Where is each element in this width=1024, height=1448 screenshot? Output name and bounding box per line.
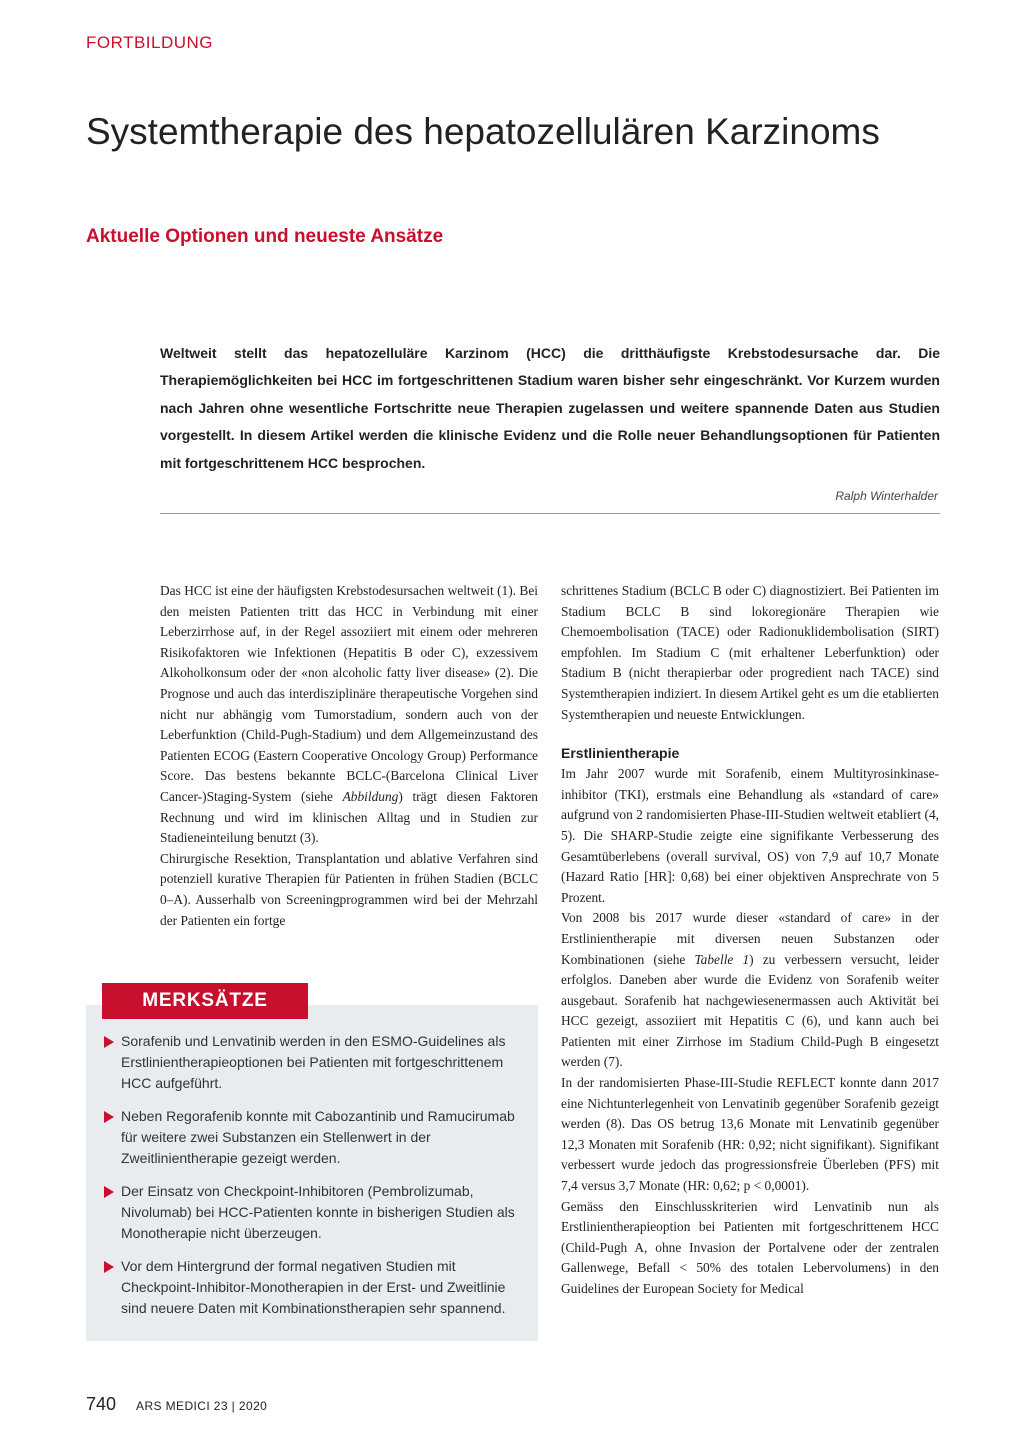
body-column-right bbox=[561, 581, 939, 1300]
article-abstract: Weltweit stellt das hepatozelluläre Karzinom (HCC) die dritthäufigste Krebstodesursache dar. Die Therapiemöglichkeiten bei HCC im fortgeschrittenen Stadium waren bisher sehr eingeschränkt. Vor Kurzem wurden nach Jahren ohne wesentliche Fortschritte neue Therapien zugelassen und weitere spannende Daten aus Studien vorgestellt. In diesem Artikel werden die klinische Evidenz und die Rolle neuer Behandlungsoptionen für Patienten mit fortgeschrittenem HCC besprochen. bbox=[160, 345, 940, 471]
body-paragraph: Im Jahr 2007 wurde mit Sorafenib, einem Multityrosinkinase-inhibitor (TKI), erstmals eine Behandlung als «standard of care» aufgrund von 2 randomisierten Phase-III-Studien weltweit etabliert (4, 5). Die SHARP-Studie zeigte eine signifikante Verbesserung des Gesamtüberlebens (overall survival, OS) von 7,9 auf 10,7 Monate (Hazard Ratio [HR]: 0,68) bei einer objektiven Ansprechrate von 5 Prozent. bbox=[561, 766, 939, 905]
list-item: Sorafenib und Lenvatinib werden in den ESMO-Guidelines als Erstlinientherapieoptionen bei Patienten mit fortgeschrittenem HCC aufgeführt. bbox=[104, 1031, 524, 1094]
list-item: Vor dem Hintergrund der formal negativen Studien mit Checkpoint-Inhibitor-Monotherapien in der Erst- und Zweitlinie sind neuere Daten mit Kombinationstherapien sehr spannend. bbox=[104, 1256, 524, 1319]
body-paragraph bbox=[160, 581, 538, 849]
figure-reference: Abbildung bbox=[342, 788, 399, 804]
body-paragraph: In der randomisierten Phase-III-Studie REFLECT konnte dann 2017 eine Nichtunterlegenheit von Lenvatinib gegenüber Sorafenib gezeigt werden (8). Das OS betrug 13,6 Monate mit Lenvatinib gegenüber 12,3 Monaten mit Sorafenib (HR: 0,92; nicht signifikant). Signifikant verbessert wurde jedoch das progressionsfreie Überleben (PFS) mit 7,4 versus 3,7 Monate (HR: 0,62; p < 0,0001). bbox=[561, 1075, 939, 1194]
body-column-left bbox=[160, 581, 538, 931]
section-label: FORTBILDUNG bbox=[86, 33, 214, 52]
triangle-bullet-icon bbox=[104, 1036, 114, 1048]
article-subtitle: Aktuelle Optionen und neueste Ansätze bbox=[86, 226, 444, 247]
page-footer bbox=[86, 1394, 267, 1415]
article-title: Systemtherapie des hepatozellulären Karzinoms bbox=[86, 111, 880, 152]
journal-issue: ARS MEDICI 23 | 2020 bbox=[136, 1399, 268, 1413]
table-reference: Tabelle 1 bbox=[694, 951, 750, 967]
page-number: 740 bbox=[86, 1394, 117, 1414]
divider bbox=[160, 513, 940, 514]
triangle-bullet-icon bbox=[104, 1261, 114, 1273]
body-text: ) zu verbessern versucht, leider erfolglos. Daneben aber wurde die Evidenz von Sorafenib weiter ausgebaut. Sorafenib hat nachgewiesenermassen auch Aktivität bei HCC gezeigt, assoziiert mit Hepatitis C (6), und kann auch bei Patienten mit einer Zirrhose im Stadium Child-Pugh B eingesetzt werden (7). bbox=[561, 951, 939, 1070]
triangle-bullet-icon bbox=[104, 1111, 114, 1123]
list-item: Der Einsatz von Checkpoint-Inhibitoren (Pembrolizumab, Nivolumab) bei HCC-Patienten konnte in bisherigen Studien als Monotherapie nicht überzeugen. bbox=[104, 1181, 524, 1244]
body-paragraph: Gemäss den Einschlusskriterien wird Lenvatinib nun als Erstlinientherapieoption bei Patienten mit fortgeschrittenem HCC (Child-Pugh A, ohne Invasion der Portalvene oder der zentralen Gallenwege, Befall < 50% des totalen Lebervolumens) in den Guidelines der European Society for Medical bbox=[561, 1198, 939, 1296]
merksaetze-label: MERKSÄTZE bbox=[102, 983, 308, 1019]
body-paragraph-continued: schrittenes Stadium (BCLC B oder C) diagnostiziert. Bei Patienten im Stadium BCLC B sind lokoregionäre Therapien wie Chemoembolisation (TACE) oder Radionuklidembolisation (SIRT) empfohlen. Im Stadium C (mit erhaltener Leberfunktion) oder Stadium B (nicht therapierbar oder progredient nach TACE) sind Systemtherapien indiziert. In diesem Artikel geht es um die etablierten Systemtherapien und neueste Entwicklungen. bbox=[561, 583, 939, 722]
body-paragraph: Chirurgische Resektion, Transplantation und ablative Verfahren sind potenziell kurative Therapien für Patienten in frühen Stadien (BCLC 0–A). Ausserhalb von Screeningprogrammen wird bei der Mehrzahl der Patienten ein fortge bbox=[160, 850, 538, 928]
body-text: Von 2008 bis 2017 wurde dieser «standard of care» in der Erstlinientherapie mit diversen neuen Substanzen oder Kombinationen (siehe bbox=[561, 910, 939, 967]
list-item: Neben Regorafenib konnte mit Cabozantinib und Ramucirumab für weitere zwei Substanzen ein Stellenwert in der Zweitlinientherapie gezeigt werden. bbox=[104, 1106, 524, 1169]
body-text: Das HCC ist eine der häufigsten Krebstodesursachen weltweit (1). Bei den meisten Patienten tritt das HCC in Verbindung mit einer Leberzirrhose auf, in der Regel assoziiert mit einem oder mehreren Risikofaktoren wie Infektionen (Hepatitis B oder C), exzessivem Alkoholkonsum oder der «non alcoholic fatty liver disease» (2). Die Prognose und auch das interdisziplinäre therapeutische Vorgehen sind nicht nur abhängig vom Tumorstadium, sondern auch von der Leberfunktion (Child-Pugh-Stadium) und dem Allgemeinzustand des Patienten ECOG (Eastern Cooperative Oncology Group) Performance Score. Das bestens bekannte BCLC-(Barcelona Clinical Liver Cancer-)Staging-System (siehe bbox=[160, 583, 538, 804]
body-text: ) trägt diesen Faktoren Rechnung und wird im klinischen Alltag und in Studien zur Stadieneinteilung benutzt (3). bbox=[160, 788, 539, 846]
section-heading: Erstlinientherapie bbox=[561, 745, 680, 762]
merksaetze-list bbox=[104, 1031, 524, 1331]
body-paragraph bbox=[561, 908, 939, 1073]
merksaetze-box bbox=[86, 1005, 538, 1341]
triangle-bullet-icon bbox=[104, 1186, 114, 1198]
author-name: Ralph Winterhalder bbox=[835, 489, 938, 503]
